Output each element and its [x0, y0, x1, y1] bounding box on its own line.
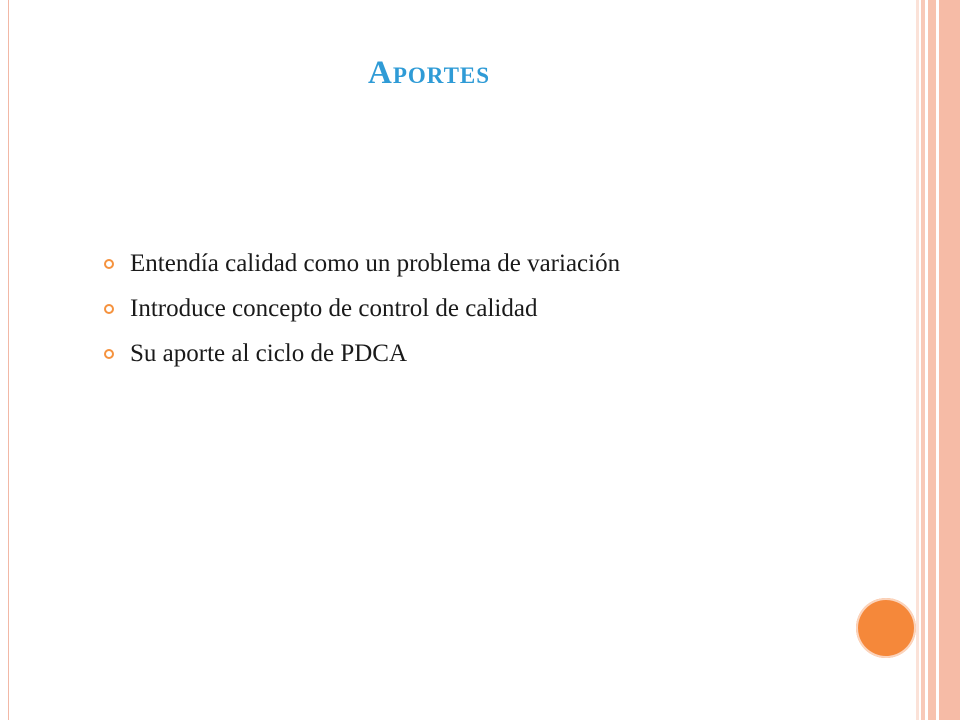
bullet-item [104, 241, 620, 286]
bullet-text: Su aporte al ciclo de PDCA [130, 339, 408, 367]
bullet-item [104, 286, 620, 331]
left-border-line [8, 0, 9, 720]
bullet-text: Introduce concepto de control de calidad [130, 294, 538, 322]
decorative-circle-icon [856, 598, 916, 658]
bullet-item [104, 331, 620, 376]
slide-title: Aportes [368, 55, 491, 91]
bullet-text: Entendía calidad como un problema de variación [130, 249, 621, 277]
stripe [928, 0, 936, 720]
bullet-circle-icon [104, 259, 114, 269]
right-decorative-stripes [916, 0, 960, 720]
bullet-list [104, 241, 620, 376]
bullet-circle-icon [104, 304, 114, 314]
bullet-circle-icon [104, 349, 114, 359]
stripe [939, 0, 960, 720]
